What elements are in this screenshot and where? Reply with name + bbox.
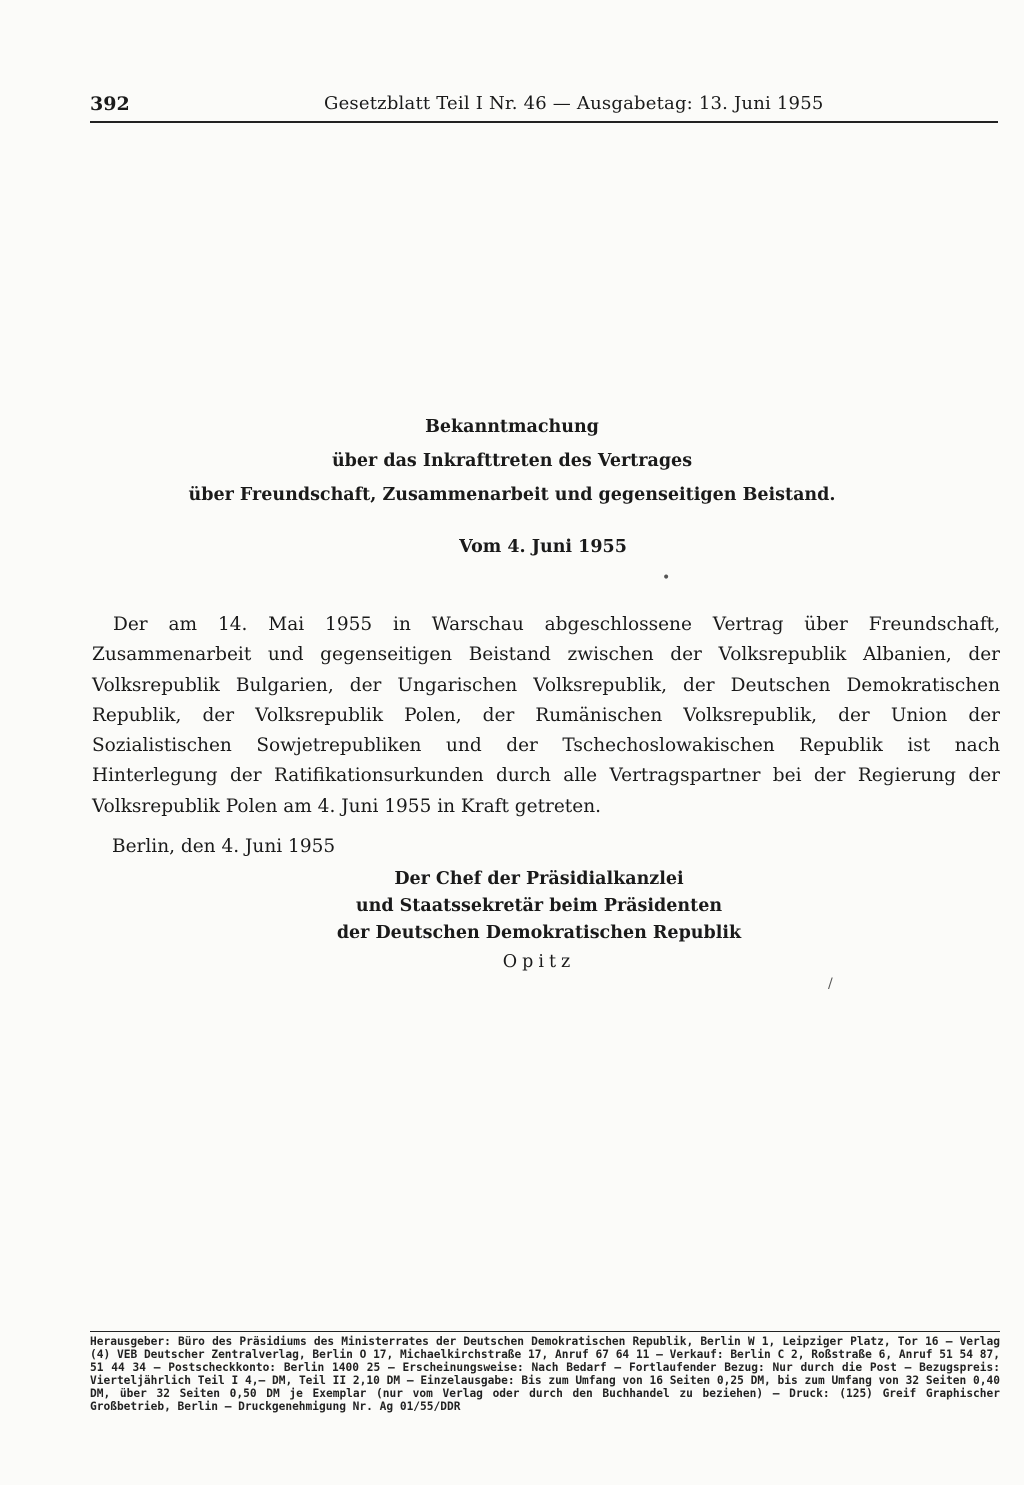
signatory-name: Opitz bbox=[502, 952, 576, 972]
signature-block bbox=[0, 866, 1024, 977]
signature-line-1: Der Chef der Präsidialkanzlei bbox=[394, 869, 684, 889]
running-head: Gesetzblatt Teil I Nr. 46 — Ausgabetag: 13. Juni 1955 bbox=[324, 93, 824, 114]
signature-line-2: und Staatssekretär beim Präsidenten bbox=[355, 896, 723, 916]
title-line-3: über Freundschaft, Zusammenarbeit und gegenseitigen Beistand. bbox=[188, 485, 836, 505]
page-number: 392 bbox=[90, 93, 130, 115]
announcement-date: Vom 4. Juni 1955 bbox=[459, 537, 627, 557]
publisher-imprint: Herausgeber: Büro des Präsidiums des Ministerrates der Deutschen Demokratischen Republik, Berlin W 1, Leipziger Platz, Tor 16 — Verlag (4) VEB Deutscher Zentralverlag, Berlin O 17, Michaelkirchstraße 17, Anruf 67 64 11 — Verkauf: Berlin C 2, Roßstraße 6, Anruf 51 54 87, 51 44 34 — Postscheckkonto: Berlin 1400 25 — Erscheinungsweise: Nach Bedarf — Fortlaufender Bezug: Nur durch die Post — Bezugspreis: Vierteljährlich Teil I 4,— DM, Teil II 2,10 DM — Einzelausgabe: Bis zum Umfang von 16 Seiten 0,25 DM, bis zum Umfang von 32 Seiten 0,40 DM, über 32 Seiten 0,50 DM je Exemplar (nur vom Verlag oder durch den Buchhandel zu beziehen) — Druck: (125) Greif Graphischer Großbetrieb, Berlin — Druckgenehmigung Nr. Ag 01/55/DDR bbox=[90, 1331, 1000, 1413]
print-speck: / bbox=[828, 976, 833, 992]
announcement-title bbox=[0, 410, 1024, 512]
print-speck: • bbox=[662, 570, 671, 586]
page-header bbox=[90, 93, 998, 123]
signature-line-3: der Deutschen Demokratischen Republik bbox=[336, 923, 742, 943]
place-date: Berlin, den 4. Juni 1955 bbox=[112, 836, 336, 857]
body-paragraph: Der am 14. Mai 1955 in Warschau abgeschlossene Vertrag über Freundschaft, Zusammenarbeit und gegenseitigen Beistand zwischen der Volksrepublik Albanien, der Volksrepublik Bulgarien, der Ungarischen Volksrepublik, der Deutschen Demokratischen Republik, der Volksrepublik Polen, der Rumänischen Volksrepublik, der Union der Sozialistischen Sowjetrepubliken und der Tschechoslowakischen Republik ist nach Hinterlegung der Ratifikationsurkunden durch alle Vertragspartner bei der Regierung der Volksrepublik Polen am 4. Juni 1955 in Kraft getreten. bbox=[92, 614, 1000, 817]
title-line-1: Bekanntmachung bbox=[425, 417, 599, 437]
title-line-2: über das Inkrafttreten des Vertrages bbox=[331, 451, 693, 471]
